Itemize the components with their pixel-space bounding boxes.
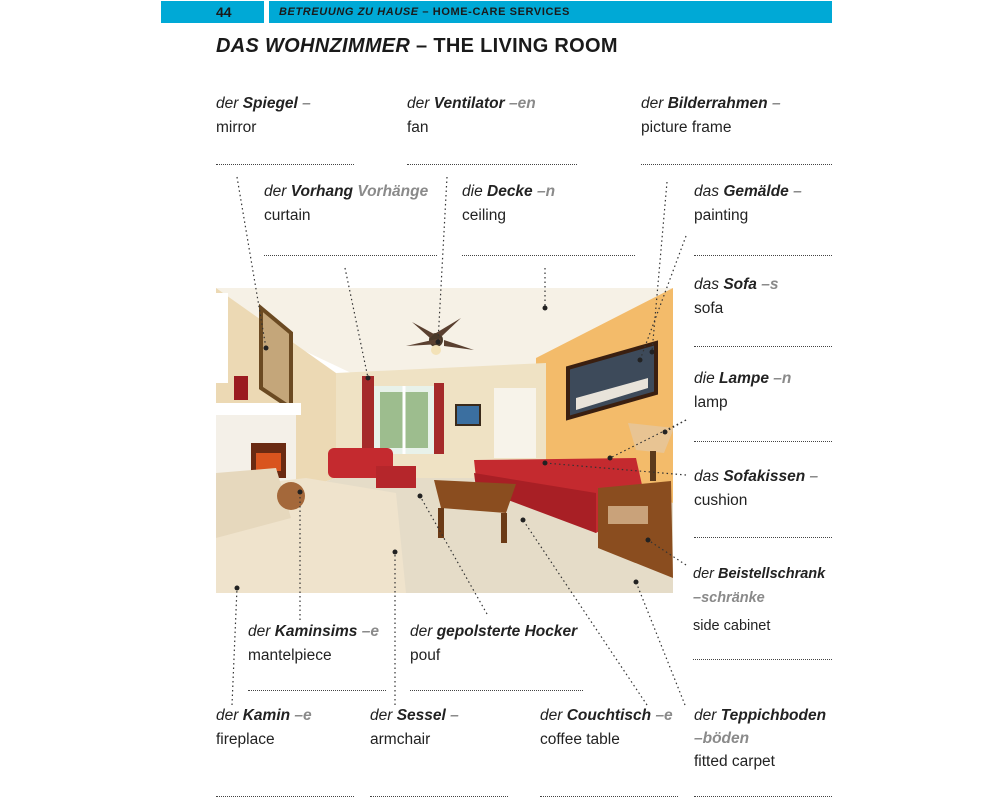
vocab-teppichboden xyxy=(694,704,826,773)
translation: fireplace xyxy=(216,731,275,748)
living-room-photo xyxy=(216,288,673,593)
noun: gepolsterte Hocker xyxy=(436,623,578,640)
page-title xyxy=(216,35,618,58)
article: das xyxy=(694,276,719,293)
article: die xyxy=(462,183,483,200)
noun: Teppichboden xyxy=(720,707,827,724)
plural: – xyxy=(771,95,781,112)
translation: cushion xyxy=(694,492,748,509)
article: der xyxy=(216,707,239,724)
section-title-de: BETREUUNG ZU HAUSE xyxy=(279,6,419,18)
answer-line xyxy=(264,255,437,256)
plural: –böden xyxy=(694,730,750,747)
noun: Couchtisch xyxy=(566,707,652,724)
answer-line xyxy=(407,164,577,165)
translation: fan xyxy=(407,119,429,136)
plural: –schränke xyxy=(693,590,765,606)
noun: Spiegel xyxy=(242,95,298,112)
vocab-kamin xyxy=(216,704,312,752)
plural: – xyxy=(302,95,311,112)
translation: painting xyxy=(694,207,749,224)
noun: Sofa xyxy=(723,276,757,293)
article: die xyxy=(694,370,715,387)
translation: ceiling xyxy=(462,207,506,224)
plural: –n xyxy=(773,370,792,387)
article: der xyxy=(540,707,563,724)
vocab-couchtisch xyxy=(540,704,673,752)
translation: mantelpiece xyxy=(248,647,332,664)
noun: Bilderrahmen xyxy=(667,95,768,112)
translation: curtain xyxy=(264,207,311,224)
answer-line xyxy=(370,796,508,797)
answer-line xyxy=(462,255,635,256)
plural: Vorhänge xyxy=(357,183,429,200)
answer-line xyxy=(540,796,678,797)
vocab-kaminsims xyxy=(248,620,379,668)
translation: picture frame xyxy=(641,119,732,136)
vocab-sofakissen xyxy=(694,465,818,513)
vocab-beistellschrank xyxy=(693,562,825,638)
page-number: 44 xyxy=(161,1,264,23)
section-title-en: HOME-CARE SERVICES xyxy=(432,6,570,18)
plural: –s xyxy=(761,276,779,293)
noun: Ventilator xyxy=(433,95,505,112)
translation: armchair xyxy=(370,731,431,748)
article: das xyxy=(694,468,719,485)
vocab-bilderrahmen xyxy=(641,92,781,140)
answer-line xyxy=(410,690,583,691)
article: der xyxy=(693,566,714,582)
vocab-lampe xyxy=(694,367,791,415)
noun: Lampe xyxy=(719,370,769,387)
translation: pouf xyxy=(410,647,441,664)
article: der xyxy=(216,95,239,112)
translation: side cabinet xyxy=(693,618,771,634)
article: der xyxy=(410,623,433,640)
plural: –e xyxy=(655,707,673,724)
article: der xyxy=(248,623,271,640)
plural: – xyxy=(793,183,802,200)
vocab-decke xyxy=(462,180,555,228)
page-title-separator: – xyxy=(410,35,434,57)
plural: –e xyxy=(361,623,379,640)
plural: –e xyxy=(294,707,312,724)
answer-line xyxy=(216,164,354,165)
translation: fitted carpet xyxy=(694,753,775,770)
answer-line xyxy=(694,346,832,347)
answer-line xyxy=(248,690,386,691)
answer-line xyxy=(694,255,832,256)
noun: Gemälde xyxy=(723,183,789,200)
article: der xyxy=(264,183,287,200)
page-title-de: DAS WOHNZIMMER xyxy=(216,35,411,57)
vocab-ventilator xyxy=(407,92,536,140)
answer-line xyxy=(694,796,832,797)
translation: coffee table xyxy=(540,731,620,748)
vocab-sessel xyxy=(370,704,459,752)
noun: Sessel xyxy=(396,707,446,724)
answer-line xyxy=(641,164,832,165)
vocab-hocker xyxy=(410,620,577,668)
article: der xyxy=(641,95,664,112)
noun: Kamin xyxy=(242,707,291,724)
article: der xyxy=(407,95,430,112)
translation: mirror xyxy=(216,119,257,136)
answer-line xyxy=(216,796,354,797)
translation: lamp xyxy=(694,394,728,411)
vocab-spiegel xyxy=(216,92,311,140)
noun: Sofakissen xyxy=(723,468,806,485)
article: der xyxy=(694,707,717,724)
answer-line xyxy=(694,441,832,442)
plural: –en xyxy=(508,95,536,112)
plural: – xyxy=(450,707,459,724)
section-header xyxy=(269,1,832,23)
noun: Vorhang xyxy=(290,183,354,200)
plural: – xyxy=(809,468,819,485)
section-separator: – xyxy=(418,6,433,18)
answer-line xyxy=(693,659,832,660)
translation: sofa xyxy=(694,300,724,317)
vocab-vorhang xyxy=(264,180,428,228)
noun: Decke xyxy=(487,183,533,200)
answer-line xyxy=(694,537,832,538)
vocab-gemaelde xyxy=(694,180,802,228)
article: das xyxy=(694,183,719,200)
noun: Kaminsims xyxy=(274,623,358,640)
page-title-en: THE LIVING ROOM xyxy=(433,35,618,57)
noun: Beistellschrank xyxy=(718,566,826,582)
plural: –n xyxy=(537,183,556,200)
article: der xyxy=(370,707,393,724)
vocab-sofa xyxy=(694,273,778,321)
